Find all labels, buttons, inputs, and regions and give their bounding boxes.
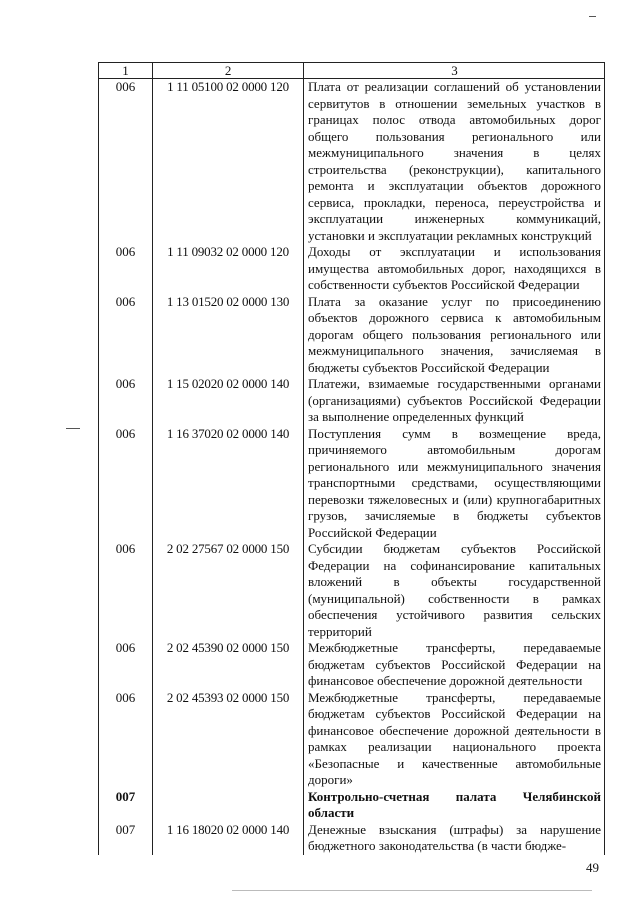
admin-code-cell: 006 (99, 79, 153, 244)
header-col-2: 2 (153, 63, 304, 79)
admin-code-cell: 006 (99, 426, 153, 542)
admin-code-cell: 006 (99, 376, 153, 426)
table-row (99, 690, 605, 789)
admin-code-cell: 007 (99, 789, 153, 822)
revenue-codes-table (98, 62, 605, 855)
table-row (99, 244, 605, 294)
description-cell: Контрольно-счетная палата Челябинской области (304, 789, 605, 822)
page-number: 49 (586, 860, 599, 875)
table-body (99, 79, 605, 855)
table-row (99, 640, 605, 690)
table-row (99, 79, 605, 244)
admin-code-cell: 006 (99, 640, 153, 690)
admin-code-cell: 006 (99, 690, 153, 789)
table-header-row (99, 63, 605, 79)
budget-code-cell: 1 16 18020 02 0000 140 (153, 822, 304, 855)
table-row (99, 294, 605, 377)
description-cell: Поступления сумм в возмещение вреда, причиняемого автомобильным дорогам регионального или межмуниципального значения транспортными средствами, осуществляющими перевозки тяжеловесных и (или) крупногабаритных грузов, зачисляемые в бюджеты субъектов Российской Федерации (304, 426, 605, 542)
budget-code-cell: 1 11 09032 02 0000 120 (153, 244, 304, 294)
table-row (99, 789, 605, 822)
scan-mark (66, 428, 80, 429)
header-col-3: 3 (304, 63, 605, 79)
admin-code-cell: 007 (99, 822, 153, 855)
description-cell: Денежные взыскания (штрафы) за нарушение бюджетного законодательства (в части бюдже- (304, 822, 605, 855)
budget-code-cell: 1 16 37020 02 0000 140 (153, 426, 304, 542)
description-cell: Плата от реализации соглашений об установлении сервитутов в отношении земельных участков в границах полос отвода автомобильных дорог общего пользования регионального или межмуниципального значения в целях строительства (реконструкции), капитального ремонта и эксплуатации объектов дорожного сервиса, прокладки, переноса, переустройства и эксплуатации инженерных коммуникаций, установки и эксплуатации рекламных конструкций (304, 79, 605, 244)
admin-code-cell: 006 (99, 541, 153, 640)
description-cell: Межбюджетные трансферты, передаваемые бюджетам субъектов Российской Федерации на финансовое обеспечение дорожной деятельности (304, 640, 605, 690)
table-row (99, 376, 605, 426)
admin-code-cell: 006 (99, 244, 153, 294)
budget-code-cell: 2 02 45390 02 0000 150 (153, 640, 304, 690)
table-row (99, 541, 605, 640)
admin-code-cell: 006 (99, 294, 153, 377)
description-cell: Субсидии бюджетам субъектов Российской Федерации на софинансирование капитальных вложений в объекты государственной (муниципальной) собственности в рамках обеспечения устойчивого развития сельских территорий (304, 541, 605, 640)
scan-mark (589, 16, 596, 17)
table-row (99, 822, 605, 855)
budget-code-cell: 1 13 01520 02 0000 130 (153, 294, 304, 377)
budget-code-cell: 1 11 05100 02 0000 120 (153, 79, 304, 244)
budget-code-cell (153, 789, 304, 822)
description-cell: Доходы от эксплуатации и использования имущества автомобильных дорог, находящихся в собственности субъектов Российской Федерации (304, 244, 605, 294)
budget-code-cell: 1 15 02020 02 0000 140 (153, 376, 304, 426)
budget-code-cell: 2 02 45393 02 0000 150 (153, 690, 304, 789)
description-cell: Межбюджетные трансферты, передаваемые бюджетам субъектов Российской Федерации на финансовое обеспечение дорожной деятельности в рамках реализации национального проекта «Безопасные и качественные автомобильные дороги» (304, 690, 605, 789)
description-cell: Плата за оказание услуг по присоединению объектов дорожного сервиса к автомобильным дорогам общего пользования регионального или межмуниципального значения, зачисляемая в бюджеты субъектов Российской Федерации (304, 294, 605, 377)
scan-bottom-line (232, 890, 592, 891)
table-row (99, 426, 605, 542)
header-col-1: 1 (99, 63, 153, 79)
description-cell: Платежи, взимаемые государственными органами (организациями) субъектов Российской Федерации за выполнение определенных функций (304, 376, 605, 426)
budget-code-cell: 2 02 27567 02 0000 150 (153, 541, 304, 640)
